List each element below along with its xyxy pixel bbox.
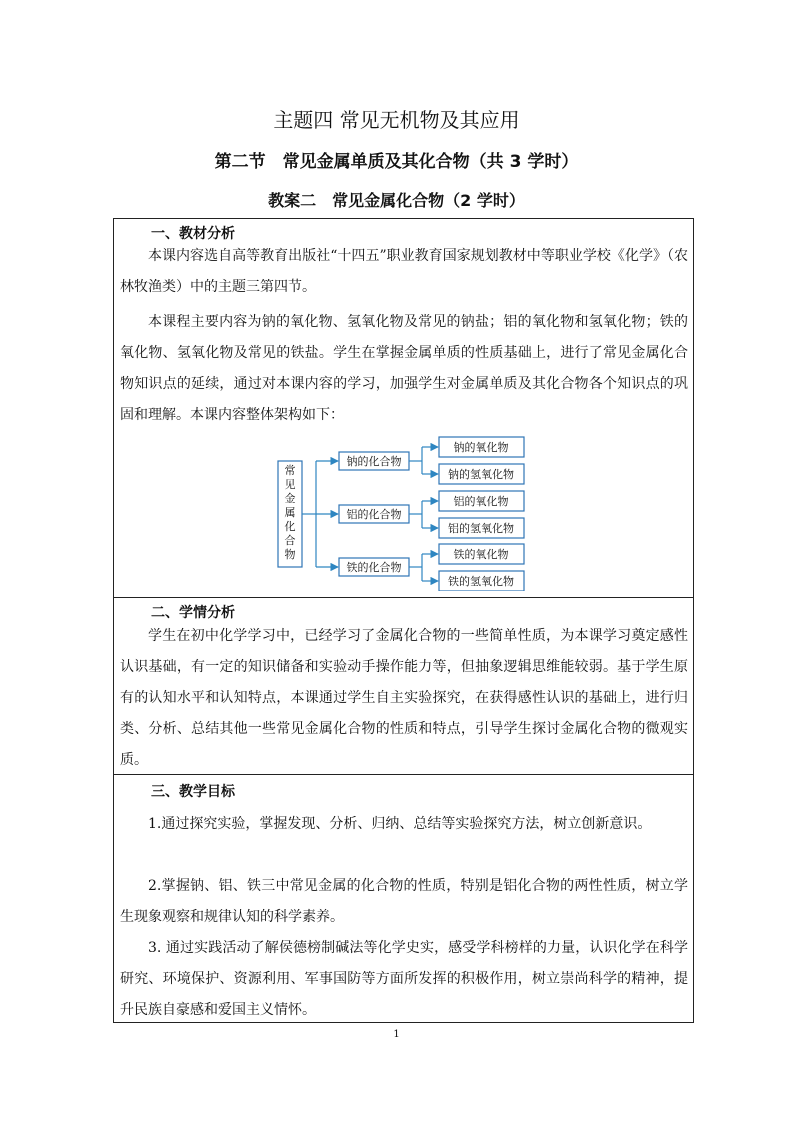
objective-item-2: 2.掌握钠、铝、铁三中常见金属的化合物的性质，特别是铝化合物的两性性质，树立学生现象观察和规律认知的科学素养。: [120, 878, 688, 925]
topic-title: 主题四 常见无机物及其应用: [273, 108, 520, 132]
diagram-root-char: 见: [284, 478, 296, 491]
student-analysis-section: [114, 598, 693, 775]
diagram-leaf-label: 铝的氧化物: [453, 495, 509, 508]
section-title: 第二节 常见金属单质及其化合物（共 3 学时）: [214, 152, 579, 172]
teaching-objectives-section: [114, 775, 693, 1023]
diagram-root-char: 常: [284, 464, 296, 477]
diagram-group-label-aluminum: 铝的化合物: [346, 508, 402, 521]
teaching-objectives-heading: 三、教学目标: [151, 784, 235, 800]
materials-paragraph-2: 本课程主要内容为钠的氧化物、氢氧化物及常见的钠盐；铝的氧化物和氢氧化物；铁的氧化物、氢氧化物及常见的铁盐。学生在掌握金属单质的性质基础上，进行了常见金属化合物知识点的延续，通过对本课内容的学习，加强学生对金属单质及其化合物各个知识点的巩固和理解。本课内容整体架构如下：: [120, 314, 688, 423]
lesson-title: 教案二 常见金属化合物（2 学时）: [268, 191, 525, 210]
diagram-root-char: 属: [284, 506, 296, 519]
objective-item-1: 1.通过探究实验，掌握发现、分析、归纳、总结等实验探究方法，树立创新意识。: [148, 816, 652, 832]
diagram-leaf-label: 铁的氧化物: [453, 548, 509, 561]
diagram-group-label-iron: 铁的化合物: [346, 561, 402, 574]
diagram-leaf-label: 铝的氢氧化物: [448, 522, 514, 535]
student-analysis-heading: 二、学情分析: [151, 605, 235, 621]
materials-paragraph-1: 本课内容选自高等教育出版社“十四五”职业教育国家规划教材中等职业学校《化学》（农林牧渔类）中的主题三第四节。: [120, 248, 688, 295]
objective-item-3: 3. 通过实践活动了解侯德榜制碱法等化学史实，感受学科榜样的力量，认识化学在科学研究、环境保护、资源利用、军事国防等方面所发挥的积极作用，树立崇尚科学的精神，提升民族自豪感和爱国主义情怀。: [120, 940, 688, 1018]
page-number: 1: [393, 1029, 400, 1040]
diagram-leaf-label: 钠的氢氧化物: [448, 468, 514, 481]
lesson-plan-table: [113, 218, 694, 1023]
student-analysis-paragraph: 学生在初中化学学习中，已经学习了金属化合物的一些简单性质，为本课学习奠定感性认识基础，有一定的知识储备和实验动手操作能力等，但抽象逻辑思维能较弱。基于学生原有的认知水平和认知特点，本课通过学生自主实验探究，在获得感性认识的基础上，进行归类、分析、总结其他一些常见金属化合物的性质和特点，引导学生探讨金属化合物的微观实质。: [120, 628, 688, 768]
structure-diagram: [272, 431, 532, 591]
diagram-root-char: 物: [284, 548, 296, 561]
diagram-root-char: 化: [284, 520, 296, 533]
diagram-group-label-sodium: 钠的化合物: [346, 455, 402, 468]
diagram-leaf-label: 钠的氧化物: [453, 441, 509, 454]
diagram-root-char: 合: [284, 534, 296, 547]
materials-analysis-section: [114, 219, 693, 598]
materials-analysis-heading: 一、教材分析: [151, 226, 235, 242]
diagram-root-char: 金: [284, 492, 296, 505]
diagram-leaf-label: 铁的氢氧化物: [448, 575, 514, 588]
